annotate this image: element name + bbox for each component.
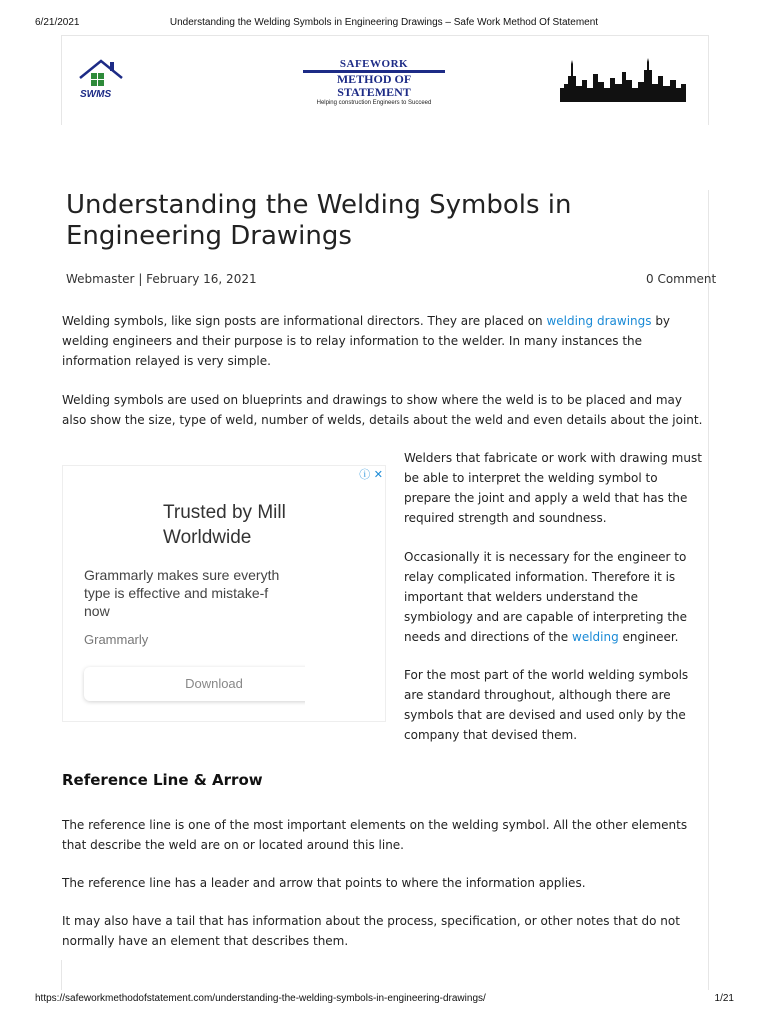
print-title: Understanding the Welding Symbols in Engineering Drawings – Safe Work Method Of Statement bbox=[169, 17, 599, 28]
print-date: 6/21/2021 bbox=[35, 17, 80, 28]
ad-brand: Grammarly bbox=[84, 632, 149, 647]
ad-headline bbox=[163, 500, 286, 550]
swms-logo-text: SWMS bbox=[80, 89, 112, 100]
advertisement[interactable] bbox=[62, 465, 386, 722]
ad-description bbox=[84, 566, 279, 620]
article-byline bbox=[66, 272, 257, 286]
skyline-image bbox=[560, 58, 686, 102]
ad-content[interactable] bbox=[63, 466, 305, 721]
welding-link[interactable]: welding bbox=[572, 630, 619, 644]
content-right-line bbox=[708, 190, 709, 990]
ad-desc-line-2: type is effective and mistake-f bbox=[84, 585, 269, 601]
column-paragraph-2 bbox=[404, 547, 708, 647]
safework-logo[interactable] bbox=[303, 58, 445, 106]
frame-top-line bbox=[61, 35, 709, 36]
ad-desc-line-3: now bbox=[84, 603, 110, 619]
print-url: https://safeworkmethodofstatement.com/understanding-the-welding-symbols-in-engineering-drawings/ bbox=[35, 993, 486, 1004]
frame-right-line bbox=[708, 35, 709, 125]
paragraph-3: The reference line is one of the most important elements on the welding symbol. All the other elements that describe the weld are on or located around this line. bbox=[62, 818, 688, 852]
article-title: Understanding the Welding Symbols in Engineering Drawings bbox=[66, 190, 572, 251]
ad-headline-line-2: Worldwide bbox=[163, 527, 252, 548]
author-link[interactable]: Webmaster bbox=[66, 272, 135, 286]
section-heading: Reference Line & Arrow bbox=[62, 771, 263, 789]
logo-line-method: METHOD OF STATEMENT bbox=[336, 72, 412, 99]
paragraph-4: The reference line has a leader and arrow that points to where the information applies. bbox=[62, 876, 586, 890]
column-paragraph-2-text-b: engineer. bbox=[618, 630, 679, 644]
column-paragraph-3: For the most part of the world welding symbols are standard throughout, although there are symbols that are devised and used only by the company that devised them. bbox=[404, 668, 689, 742]
page-number: 1/21 bbox=[714, 993, 734, 1004]
frame-left-line bbox=[61, 35, 62, 125]
ad-headline-line-1: Trusted by Mill bbox=[163, 502, 286, 523]
content-left-line bbox=[61, 960, 62, 990]
byline-separator: | bbox=[138, 272, 147, 286]
ad-choices-icon[interactable]: ⓘ ✕ bbox=[359, 468, 383, 481]
welding-drawings-link[interactable]: welding drawings bbox=[546, 314, 652, 328]
paragraph-1-text-b: by welding engineers and their purpose is to relay information to the welder. In many instances the information relayed is very simple. bbox=[62, 314, 671, 368]
paragraph-1 bbox=[62, 311, 708, 371]
logo-line-safework: SAFEWORK bbox=[339, 58, 409, 70]
column-paragraph-1: Welders that fabricate or work with drawing must be able to interpret the welding symbol to prepare the joint and apply a weld that has the required strength and soundness. bbox=[404, 451, 702, 525]
column-paragraph-2-text-a: Occasionally it is necessary for the engineer to relay complicated information. Therefore it is important that welders understand the symbiology and are capable of interpreting the needs and directions of the bbox=[404, 550, 688, 644]
logo-tagline: Helping construction Engineers to Succeed bbox=[316, 100, 432, 106]
ad-download-button[interactable]: Download bbox=[84, 667, 305, 701]
publish-date[interactable]: February 16, 2021 bbox=[146, 272, 257, 286]
ad-desc-line-1: Grammarly makes sure everyth bbox=[84, 567, 280, 583]
swms-logo[interactable] bbox=[76, 56, 126, 102]
paragraph-1-text-a: Welding symbols, like sign posts are informational directors. They are placed on bbox=[62, 314, 547, 328]
paragraph-5: It may also have a tail that has information about the process, specification, or other notes that do not normally have an element that describes them. bbox=[62, 914, 680, 948]
comments-link[interactable]: 0 Comment bbox=[646, 272, 717, 286]
city-skyline-icon bbox=[560, 58, 686, 102]
paragraph-2: Welding symbols are used on blueprints and drawings to show where the weld is to be placed and may also show the size, type of weld, number of welds, details about the weld and even details about the joint. bbox=[62, 393, 703, 427]
